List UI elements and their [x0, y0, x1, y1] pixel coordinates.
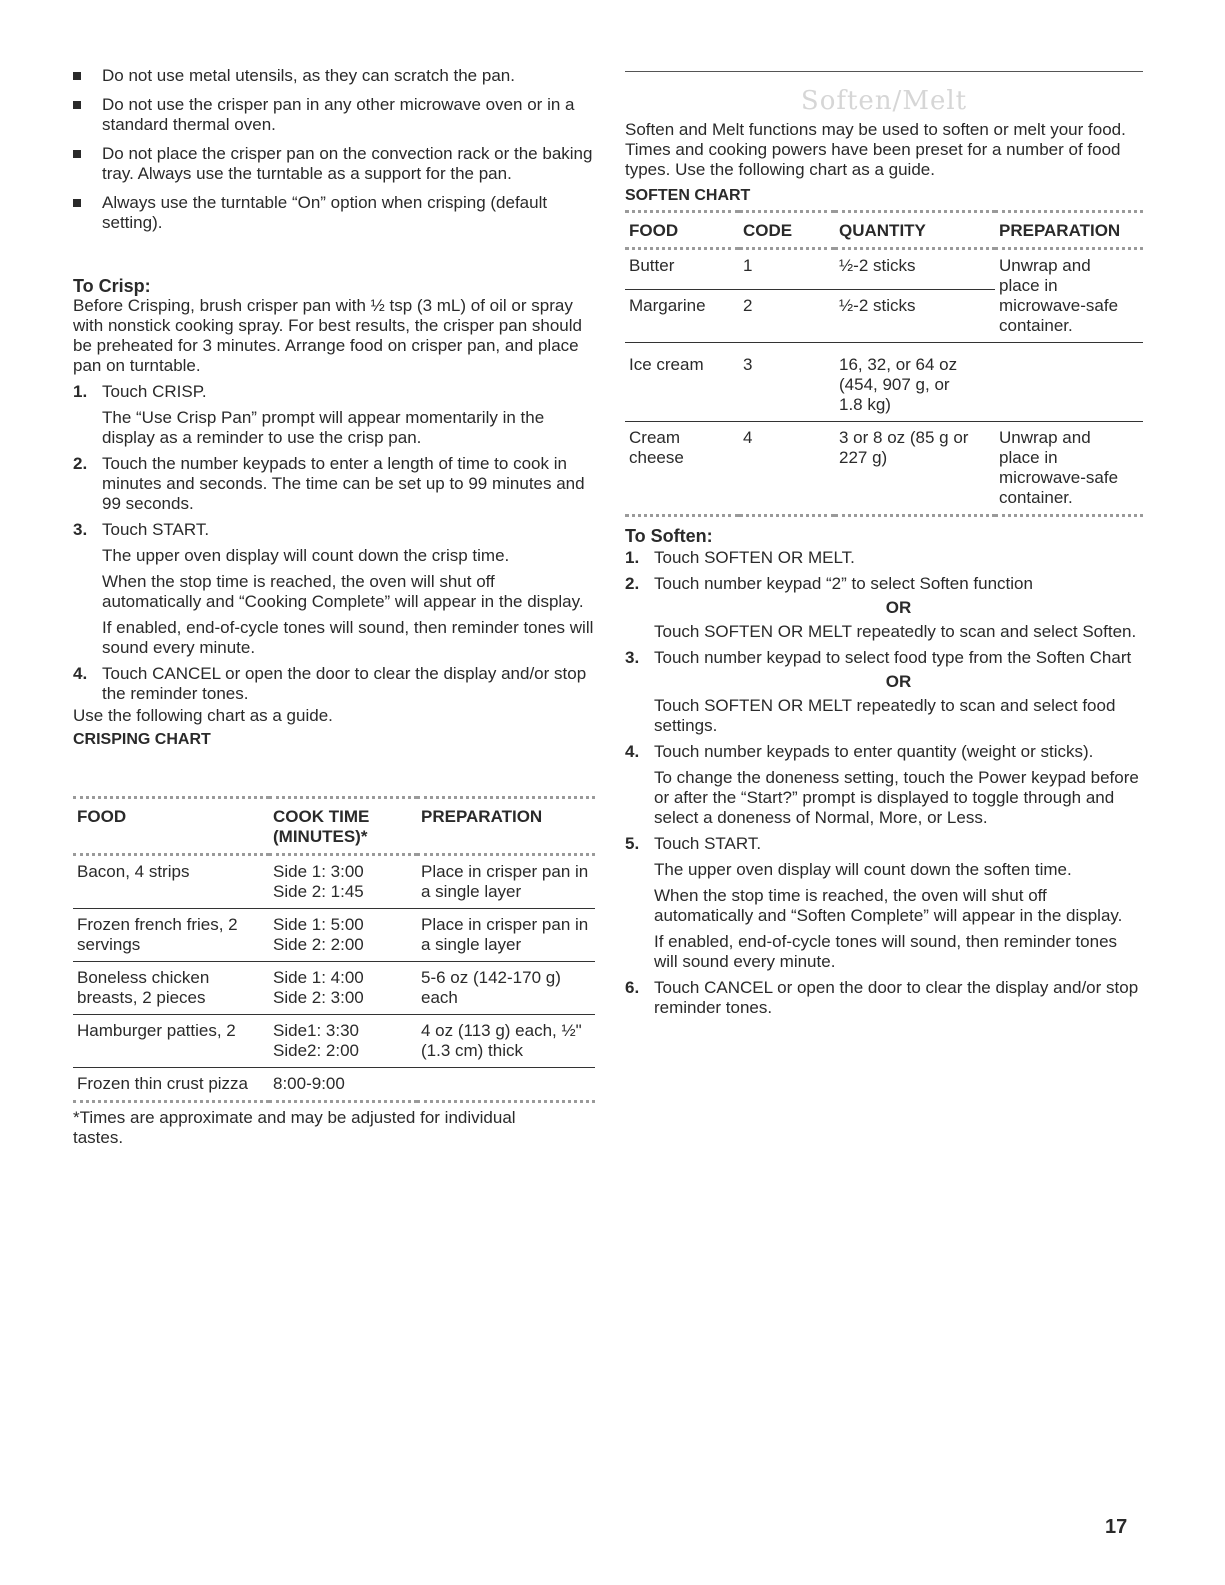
- bullet-square-icon: [73, 72, 81, 80]
- table-row: [73, 1068, 595, 1102]
- soften-chart-title: SOFTEN CHART: [625, 187, 751, 204]
- bullet-item: Always use the turntable “On” option when crisping (default setting).: [73, 193, 595, 233]
- soften-chart-table: [625, 210, 1143, 517]
- soften-intro-block: [625, 120, 1143, 206]
- food-cell: Hamburger patties, 2: [77, 1021, 236, 1040]
- preparation-cell: 5-6 oz (142-170 g) each: [421, 968, 561, 1007]
- cook-time-cell: Side 1: 3:00 Side 2: 1:45: [273, 862, 364, 901]
- crisp-steps: [73, 382, 595, 704]
- food-cell: Boneless chicken breasts, 2 pieces: [77, 968, 210, 1007]
- to-soften-section: [625, 526, 1143, 1024]
- page-number: 17: [1105, 1516, 1128, 1538]
- soften-step: 2. Touch number keypad “2” to select Soften function OR Touch SOFTEN OR MELT repeatedly to scan and select Soften.: [625, 574, 1137, 641]
- cook-time-cell: Side1: 3:30 Side2: 2:00: [273, 1021, 360, 1060]
- crisping-chart-title: CRISPING CHART: [73, 731, 211, 748]
- bullet-item: Do not use the crisper pan in any other microwave oven or in a standard thermal oven.: [73, 95, 595, 135]
- cook-time-cell: 8:00-9:00: [273, 1074, 345, 1093]
- bullet-square-icon: [73, 199, 81, 207]
- table-row: Butter 1 ½-2 sticks Unwrap and place in microwave-safe container.: [625, 249, 1143, 290]
- table-row: Margarine 2 ½-2 sticks: [625, 290, 1143, 343]
- food-cell: Bacon, 4 strips: [77, 862, 190, 881]
- soften-intro: Soften and Melt functions may be used to soften or melt your food. Times and cooking powers have been preset for a number of food types. Use the following chart as a guide.: [625, 120, 1126, 179]
- table-header-row: FOOD COOK TIME (MINUTES)* PREPARATION: [73, 798, 595, 855]
- table-row: [73, 1015, 595, 1068]
- crisp-step: 2. Touch the number keypads to enter a length of time to cook in minutes and seconds. The time can be set up to 99 minutes and 99 seconds.: [73, 454, 585, 513]
- to-soften-heading: To Soften:: [625, 526, 713, 546]
- soften-step: 6. Touch CANCEL or open the door to clear the display and/or stop reminder tones.: [625, 978, 1139, 1017]
- crisp-step: 1. Touch CRISP. The “Use Crisp Pan” prompt will appear momentarily in the display as a reminder to use the crisp pan.: [73, 382, 545, 447]
- table-row: [73, 855, 595, 909]
- to-crisp-intro: Before Crisping, brush crisper pan with ½ tsp (3 mL) of oil or spray with nonstick cooking spray. For best results, the crisper pan should be preheated for 3 minutes. Arrange food on crisper pan, and place pan on turntable.: [73, 296, 582, 375]
- crisp-step: 4. Touch CANCEL or open the door to clear the display and/or stop the reminder tones.: [73, 664, 587, 703]
- table-row: [73, 909, 595, 962]
- section-divider: [625, 71, 1143, 72]
- crisp-step: 3. Touch START. The upper oven display will count down the crisp time. When the stop time is reached, the oven will shut off automatically and “Cooking Complete” will appear in the display. If enabled, end-of-cycle tones will sound, then reminder tones will sound every minute.: [73, 520, 594, 657]
- bullet-item: Do not use metal utensils, as they can scratch the pan.: [73, 66, 595, 86]
- cook-time-cell: Side 1: 5:00 Side 2: 2:00: [273, 915, 364, 954]
- preparation-cell: Place in crisper pan in a single layer: [421, 862, 589, 901]
- crisping-chart-table: [73, 796, 595, 1103]
- soften-melt-title: Soften/Melt: [800, 86, 968, 116]
- chart-intro: Use the following chart as a guide.: [73, 706, 333, 725]
- table-header-row: FOOD CODE QUANTITY PREPARATION: [625, 212, 1143, 249]
- table-row: Cream cheese 4 3 or 8 oz (85 g or 227 g) Unwrap and place in microwave-safe container.: [625, 422, 1143, 516]
- soften-step: 5. Touch START. The upper oven display will count down the soften time. When the stop time is reached, the oven will shut off automatically and “Soften Complete” will appear in the display. If enabled, end-of-cycle tones will sound, then reminder tones will sound every minute.: [625, 834, 1123, 971]
- preparation-cell: Place in crisper pan in a single layer: [421, 915, 589, 954]
- bullet-item: Do not place the crisper pan on the convection rack or the baking tray. Always use the turntable as a support for the pan.: [73, 144, 595, 184]
- bullet-square-icon: [73, 101, 81, 109]
- to-crisp-section: [73, 276, 595, 750]
- bullet-square-icon: [73, 150, 81, 158]
- crisp-pan-warnings: [73, 66, 595, 242]
- soften-step: 4. Touch number keypads to enter quantity (weight or sticks). To change the doneness setting, touch the Power keypad before or after the “Start?” prompt is displayed to toggle through and select a doneness of Normal, More, or Less.: [625, 742, 1139, 827]
- to-crisp-heading: To Crisp:: [73, 276, 151, 296]
- soften-step: 3. Touch number keypad to select food type from the Soften Chart OR Touch SOFTEN OR MELT repeatedly to scan and select food settings.: [625, 648, 1132, 735]
- preparation-cell: 4 oz (113 g) each, ½" (1.3 cm) thick: [421, 1021, 582, 1060]
- preparation-cell: [417, 1068, 595, 1102]
- food-cell: Frozen french fries, 2 servings: [77, 915, 238, 954]
- table-row: Ice cream 3 16, 32, or 64 oz (454, 907 g, or 1.8 kg): [625, 343, 1143, 422]
- crisping-footnote: *Times are approximate and may be adjusted for individual tastes.: [73, 1108, 516, 1147]
- cook-time-cell: Side 1: 4:00 Side 2: 3:00: [273, 968, 364, 1007]
- soften-step: 1. Touch SOFTEN OR MELT.: [625, 548, 855, 567]
- soften-steps: [625, 548, 1143, 1018]
- food-cell: Frozen thin crust pizza: [77, 1074, 249, 1093]
- table-row: [73, 962, 595, 1015]
